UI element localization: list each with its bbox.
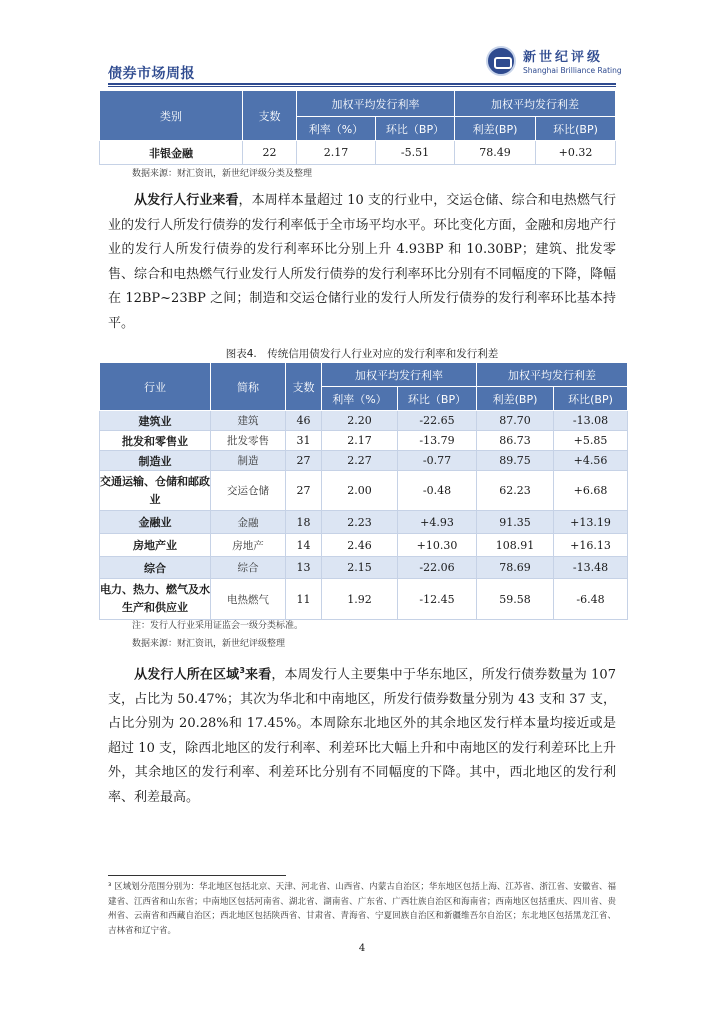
table-row (100, 451, 628, 471)
spread-cell: 86.73 (477, 431, 554, 451)
spread-change-cell: -13.48 (554, 557, 628, 579)
col-industry-header: 行业 (100, 363, 211, 411)
spread-cell: 59.58 (477, 579, 554, 620)
non-bank-finance-table (99, 90, 616, 165)
rate-change-cell: -0.48 (398, 471, 477, 511)
spread-cell: 78.49 (455, 141, 536, 165)
spread-change-cell: +6.68 (554, 471, 628, 511)
industry-paragraph-body: ，本周样本量超过 10 支的行业中，交运仓储、综合和电热燃气行业的发行人所发行债券的发行利率低于全市场平均水平。环比变化方面，金融和房地产行业的发行人所发行债券的发行利率环比分别上升 4.93BP 和 10.30BP；建筑、批发零售、综合和电热燃气行业发行人所发行债券的发行利率环比分别有不同幅度的下降，降幅在 12BP~23BP 之间；制造和交运仓储行业的发行人所发行债券的发行利率环比基本持平。 (108, 193, 616, 331)
table-row (100, 511, 628, 534)
table-row (100, 141, 616, 165)
region-paragraph-body: ，本周发行人主要集中于华东地区，所发行债券数量为 107 支，占比为 50.47%；其次为华北和中南地区，所发行债券数量分别为 43 支和 37 支，占比分别为 20.28%和 17.45%。本周除东北地区外的其余地区发行样本量均接近或是超过 10 支，除西北地区的发行利率、利差环比大幅上升和中南地区的发行利差环比上升外，其余地区的发行利率、利差环比分别有不同幅度的下降。其中，西北地区的发行利率、利差最高。 (108, 667, 616, 805)
rate-change-cell: +4.93 (398, 511, 477, 534)
sub-rate-header: 利率（%） (297, 117, 376, 141)
industry-cell: 金融业 (100, 511, 211, 534)
spread-cell: 62.23 (477, 471, 554, 511)
sub-rate-header: 利率（%） (322, 387, 398, 411)
rate-cell: 1.92 (322, 579, 398, 620)
count-cell: 31 (286, 431, 322, 451)
industry-paragraph-lead: 从发行人行业来看 (134, 193, 239, 208)
figure4-title: 图表4. 传统信用债发行人行业对应的发行利率和发行利差 (225, 348, 499, 360)
table-row (100, 557, 628, 579)
rate-cell: 2.20 (322, 411, 398, 431)
count-cell: 27 (286, 451, 322, 471)
figure4-source: 数据来源：财汇资讯，新世纪评级整理 (132, 639, 286, 649)
region-paragraph-lead: 从发行人所在区域 (134, 667, 240, 683)
spread-change-cell: +0.32 (536, 141, 616, 165)
sub-spread-header: 利差(BP) (455, 117, 536, 141)
rate-cell: 2.27 (322, 451, 398, 471)
rate-cell: 2.46 (322, 534, 398, 557)
sub-spread-change-header: 环比(BP) (536, 117, 616, 141)
industry-cell: 交通运输、仓储和邮政业 (100, 471, 211, 511)
spread-change-cell: +5.85 (554, 431, 628, 451)
table-row (100, 411, 628, 431)
industry-cell: 制造业 (100, 451, 211, 471)
rate-change-cell: -5.51 (376, 141, 455, 165)
abbr-cell: 房地产 (211, 534, 286, 557)
abbr-cell: 制造 (211, 451, 286, 471)
header-divider-thin (108, 86, 616, 87)
spread-change-cell: -6.48 (554, 579, 628, 620)
count-cell: 14 (286, 534, 322, 557)
table-row (100, 471, 628, 511)
spread-change-cell: -13.08 (554, 411, 628, 431)
group-spread-header: 加权平均发行利差 (477, 363, 628, 387)
abbr-cell: 金融 (211, 511, 286, 534)
abbr-cell: 批发零售 (211, 431, 286, 451)
col-abbr-header: 简称 (211, 363, 286, 411)
sub-rate-change-header: 环比（BP） (376, 117, 455, 141)
col-category-header: 类别 (100, 91, 243, 141)
rate-change-cell: -13.79 (398, 431, 477, 451)
rate-cell: 2.17 (297, 141, 376, 165)
rate-cell: 2.15 (322, 557, 398, 579)
group-rate-header: 加权平均发行利率 (322, 363, 477, 387)
industry-cell: 综合 (100, 557, 211, 579)
industry-paragraph (108, 189, 616, 336)
spread-cell: 78.69 (477, 557, 554, 579)
region-paragraph (108, 659, 616, 810)
rate-change-cell: -22.65 (398, 411, 477, 431)
header-divider (108, 83, 616, 85)
rate-cell: 2.23 (322, 511, 398, 534)
table-row (100, 431, 628, 451)
col-count-header: 支数 (243, 91, 297, 141)
spread-cell: 91.35 (477, 511, 554, 534)
footnote-ref: 3 (239, 666, 245, 675)
spread-cell: 87.70 (477, 411, 554, 431)
rate-cell: 2.17 (322, 431, 398, 451)
abbr-cell: 交运仓储 (211, 471, 286, 511)
count-cell: 18 (286, 511, 322, 534)
table-row (100, 579, 628, 620)
category-cell: 非银金融 (100, 141, 243, 165)
rate-change-cell: -12.45 (398, 579, 477, 620)
industry-cell: 房地产业 (100, 534, 211, 557)
rate-change-cell: +10.30 (398, 534, 477, 557)
brand-logo (486, 44, 622, 80)
logo-english-name: Shanghai Brilliance Rating (523, 66, 622, 75)
count-cell: 27 (286, 471, 322, 511)
col-count-header: 支数 (286, 363, 322, 411)
industry-cell: 建筑业 (100, 411, 211, 431)
count-cell: 22 (243, 141, 297, 165)
spread-change-cell: +13.19 (554, 511, 628, 534)
rate-change-cell: -22.06 (398, 557, 477, 579)
count-cell: 46 (286, 411, 322, 431)
logo-emblem-icon (486, 46, 516, 76)
page-number: 4 (358, 943, 366, 954)
rate-change-cell: -0.77 (398, 451, 477, 471)
spread-change-cell: +16.13 (554, 534, 628, 557)
industry-cell: 批发和零售业 (100, 431, 211, 451)
table1-source: 数据来源：财汇资讯，新世纪评级分类及整理 (132, 169, 313, 179)
report-title: 债券市场周报 (108, 66, 195, 82)
industry-cell: 电力、热力、燃气及水生产和供应业 (100, 579, 211, 620)
sub-spread-change-header: 环比(BP) (554, 387, 628, 411)
group-rate-header: 加权平均发行利率 (297, 91, 455, 117)
table-row (100, 534, 628, 557)
sub-spread-header: 利差(BP) (477, 387, 554, 411)
spread-change-cell: +4.56 (554, 451, 628, 471)
footnote-region-definitions: ³ 区域划分范围分别为：华北地区包括北京、天津、河北省、山西省、内蒙古自治区；华东地区包括上海、江苏省、浙江省、安徽省、福建省、江西省和山东省；中南地区包括河南省、湖北省、湖南省、广东省、广西壮族自治区和海南省；西南地区包括重庆、四川省、贵州省、云南省和西藏自治区；西北地区包括陕西省、甘肃省、青海省、宁夏回族自治区和新疆维吾尔自治区；东北地区包括黑龙江省、吉林省和辽宁省。 (108, 882, 616, 936)
spread-cell: 108.91 (477, 534, 554, 557)
group-spread-header: 加权平均发行利差 (455, 91, 616, 117)
footnote-divider (108, 875, 286, 876)
count-cell: 13 (286, 557, 322, 579)
abbr-cell: 电热燃气 (211, 579, 286, 620)
region-paragraph-lead-suffix: 来看 (244, 667, 272, 683)
spread-cell: 89.75 (477, 451, 554, 471)
count-cell: 11 (286, 579, 322, 620)
sub-rate-change-header: 环比（BP） (398, 387, 477, 411)
abbr-cell: 综合 (211, 557, 286, 579)
logo-chinese-name: 新世纪评级 (523, 50, 604, 65)
abbr-cell: 建筑 (211, 411, 286, 431)
rate-cell: 2.00 (322, 471, 398, 511)
figure4-note: 注：发行人行业采用证监会一级分类标准。 (132, 621, 304, 631)
industry-rate-spread-table (99, 362, 628, 620)
